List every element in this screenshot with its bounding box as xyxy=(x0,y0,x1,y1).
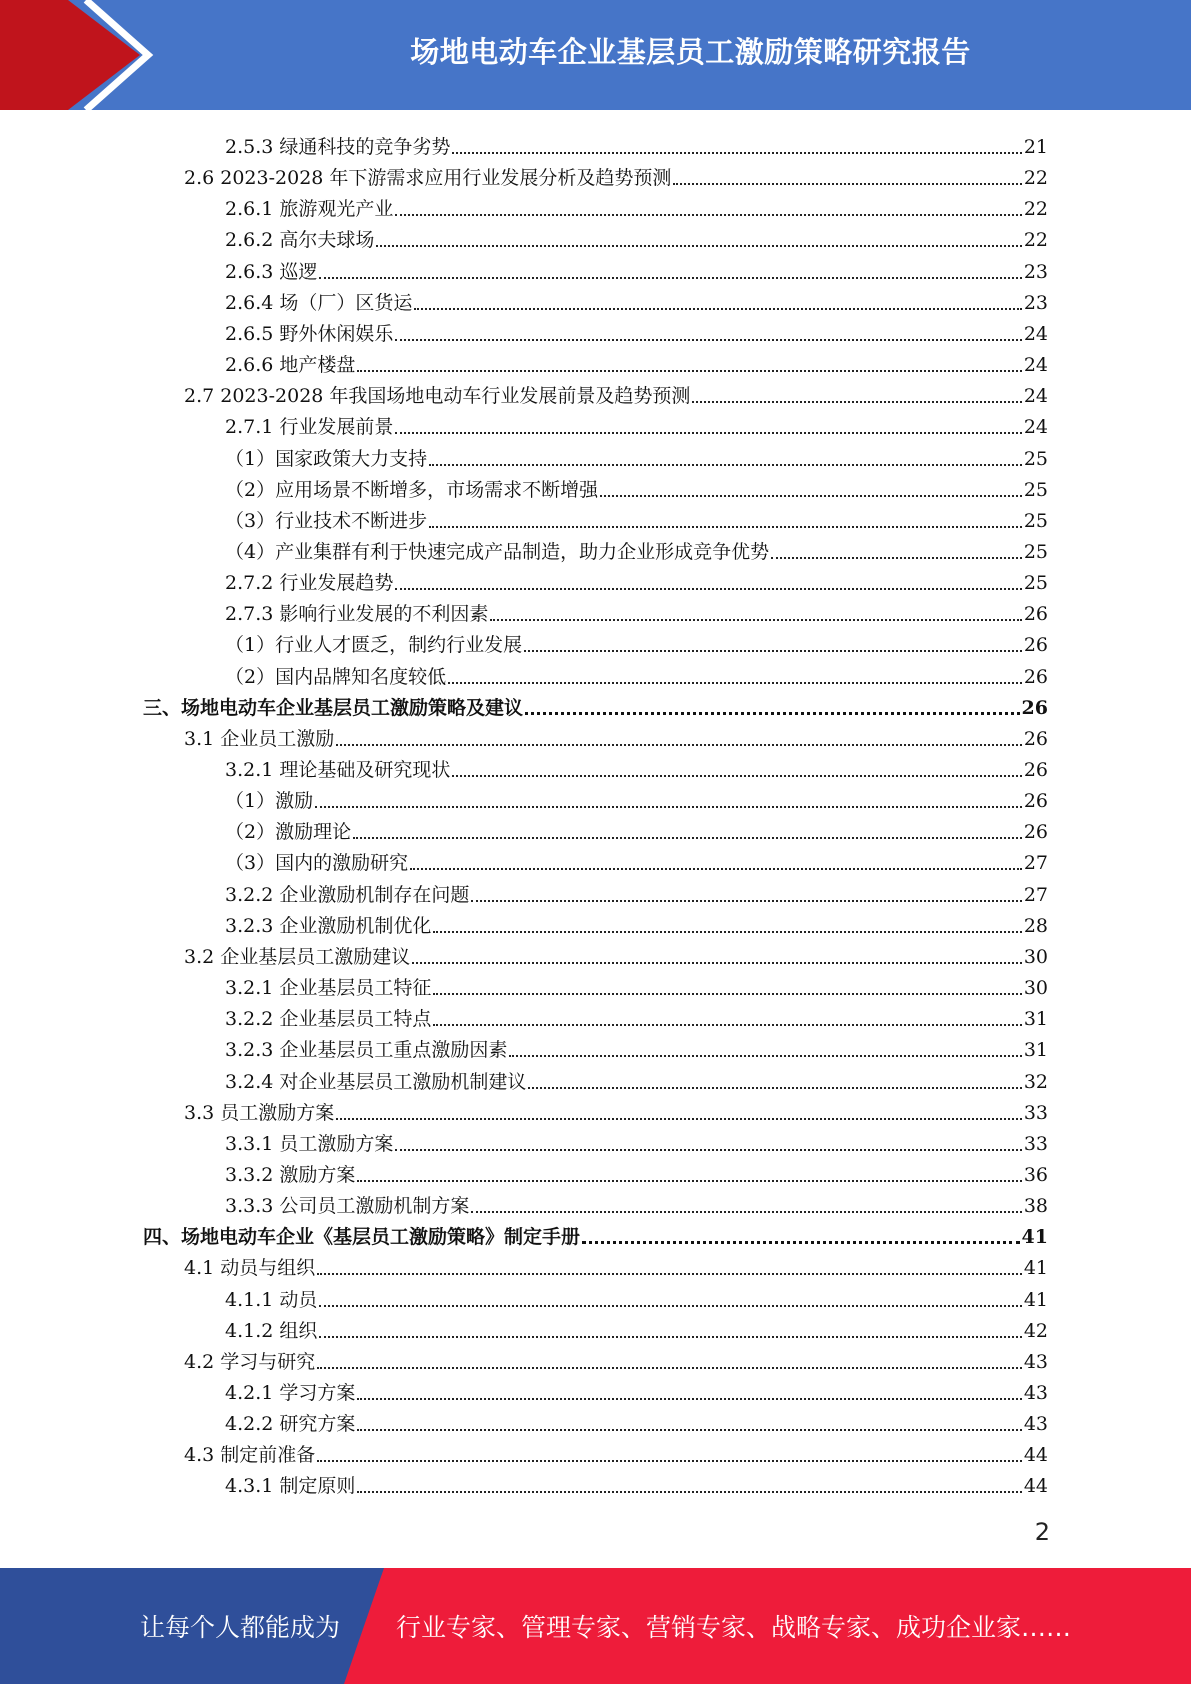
toc-dot-leader xyxy=(410,868,1022,870)
toc-dot-leader xyxy=(429,526,1022,528)
toc-dot-leader xyxy=(525,712,1020,715)
toc-entry[interactable] xyxy=(225,221,1048,252)
toc-entry[interactable] xyxy=(225,876,1048,907)
toc-entry[interactable] xyxy=(225,751,1048,782)
toc-entry-label: 3.2.1 理论基础及研究现状 xyxy=(225,759,451,781)
toc-entry-page: 22 xyxy=(1023,229,1048,252)
toc-entry-label: 2.7 2023-2028 年我国场地电动车行业发展前景及趋势预测 xyxy=(184,385,691,408)
toc-entry[interactable] xyxy=(225,1374,1048,1405)
toc-dot-leader xyxy=(376,245,1021,247)
toc-entry-page: 26 xyxy=(1023,603,1048,626)
toc-entry[interactable] xyxy=(225,658,1048,689)
toc-entry-label: 2.5.3 绿通科技的竞争劣势 xyxy=(225,136,451,158)
toc-dot-leader xyxy=(433,993,1021,995)
toc-dot-leader xyxy=(448,682,1022,684)
toc-entry[interactable] xyxy=(143,1218,1048,1249)
toc-dot-leader xyxy=(414,308,1021,310)
toc-entry[interactable] xyxy=(225,1000,1048,1031)
toc-entry[interactable] xyxy=(225,315,1048,346)
toc-entry-label: 3.2.1 企业基层员工特征 xyxy=(225,977,432,1000)
toc-entry-label: 4.1.1 动员 xyxy=(225,1288,318,1311)
toc-dot-leader xyxy=(509,1055,1021,1057)
toc-dot-leader xyxy=(395,588,1021,590)
toc-entry-label: 2.6 2023-2028 年下游需求应用行业发展分析及趋势预测 xyxy=(184,167,672,190)
page-footer xyxy=(0,1568,1191,1684)
toc-entry[interactable] xyxy=(225,969,1048,1000)
toc-entry-page: 41 xyxy=(1021,1226,1048,1249)
toc-entry-page: 38 xyxy=(1023,1195,1048,1218)
toc-entry-label: 4.2.2 研究方案 xyxy=(225,1413,356,1436)
toc-dot-leader xyxy=(412,962,1022,964)
toc-entry-label: 2.6.5 野外休闲娱乐 xyxy=(225,322,394,345)
toc-entry-label: （2）应用场景不断增多，市场需求不断增强 xyxy=(225,478,599,501)
toc-entry[interactable] xyxy=(225,128,1048,159)
toc-entry-page: 43 xyxy=(1023,1413,1048,1436)
toc-entry-label: 4.3 制定前准备 xyxy=(184,1444,316,1467)
toc-dot-leader xyxy=(490,619,1021,621)
toc-entry-label: 2.7.1 行业发展前景 xyxy=(225,416,394,439)
toc-entry-label: 3.2 企业基层员工激励建议 xyxy=(184,945,411,968)
toc-entry-label: （3）行业技术不断进步 xyxy=(225,509,428,532)
toc-entry-label: （1）激励 xyxy=(225,790,314,813)
toc-entry-page: 24 xyxy=(1023,354,1048,377)
toc-dot-leader xyxy=(319,1336,1021,1338)
page-number: 2 xyxy=(1034,1518,1050,1546)
toc-entry[interactable] xyxy=(225,1312,1048,1343)
toc-dot-leader xyxy=(673,183,1021,185)
toc-entry[interactable] xyxy=(225,626,1048,657)
toc-dot-leader xyxy=(600,495,1022,497)
toc-entry-page: 23 xyxy=(1023,291,1048,314)
report-title: 场地电动车企业基层员工激励策略研究报告 xyxy=(410,34,971,69)
page-header xyxy=(0,0,1191,110)
toc-entry[interactable] xyxy=(184,1249,1048,1280)
toc-dot-leader xyxy=(471,900,1021,902)
toc-dot-leader xyxy=(357,1180,1021,1182)
toc-entry-label: 3.2.4 对企业基层员工激励机制建议 xyxy=(225,1070,527,1093)
toc-entry-label: （1）国家政策大力支持 xyxy=(225,447,428,470)
toc-entry-page: 33 xyxy=(1023,1101,1048,1124)
toc-dot-leader xyxy=(524,650,1022,652)
toc-dot-leader xyxy=(433,931,1021,933)
toc-entry[interactable] xyxy=(184,938,1048,969)
toc-entry[interactable] xyxy=(225,1156,1048,1187)
toc-dot-leader xyxy=(471,1211,1021,1213)
toc-entry-label: （2）国内品牌知名度较低 xyxy=(225,665,447,688)
toc-entry[interactable] xyxy=(225,346,1048,377)
toc-entry-label: 三、场地电动车企业基层员工激励策略及建议 xyxy=(143,696,524,719)
toc-entry-page: 31 xyxy=(1023,1008,1048,1031)
toc-entry[interactable] xyxy=(225,782,1048,813)
toc-entry-label: 2.6.6 地产楼盘 xyxy=(225,354,356,377)
toc-entry-label: 4.1 动员与组织 xyxy=(184,1257,316,1280)
toc-entry-label: 3.2.2 企业激励机制存在问题 xyxy=(225,883,470,906)
toc-dot-leader xyxy=(319,277,1021,279)
toc-entry[interactable] xyxy=(225,502,1048,533)
toc-entry[interactable] xyxy=(225,1125,1048,1156)
toc-entry-page: 23 xyxy=(1023,260,1048,283)
header-arrow-decoration xyxy=(0,0,200,110)
toc-entry-page: 24 xyxy=(1023,322,1048,345)
toc-entry-page: 43 xyxy=(1023,1350,1048,1373)
toc-entry-page: 25 xyxy=(1023,540,1048,563)
toc-entry-page: 26 xyxy=(1023,727,1048,750)
toc-entry-label: 3.3.3 公司员工激励机制方案 xyxy=(225,1195,470,1218)
toc-entry[interactable] xyxy=(225,284,1048,315)
toc-entry-label: 4.1.2 组织 xyxy=(225,1319,318,1342)
toc-entry-page: 26 xyxy=(1023,634,1048,657)
toc-entry-label: （1）行业人才匮乏，制约行业发展 xyxy=(225,634,523,657)
toc-dot-leader xyxy=(357,370,1021,372)
toc-dot-leader xyxy=(395,1149,1021,1151)
toc-entry-label: 3.3 员工激励方案 xyxy=(184,1101,335,1124)
toc-entry[interactable] xyxy=(225,1405,1048,1436)
toc-entry-label: （4）产业集群有利于快速完成产品制造，助力企业形成竞争优势 xyxy=(225,540,770,563)
toc-entry-page: 25 xyxy=(1023,509,1048,532)
toc-entry[interactable] xyxy=(225,907,1048,938)
toc-entry-page: 25 xyxy=(1023,572,1048,595)
toc-dot-leader xyxy=(336,744,1022,746)
toc-entry[interactable] xyxy=(225,844,1048,875)
toc-entry[interactable] xyxy=(225,1187,1048,1218)
toc-entry-page: 44 xyxy=(1023,1444,1048,1467)
toc-dot-leader xyxy=(336,1118,1022,1120)
toc-entry-page: 41 xyxy=(1023,1288,1048,1311)
toc-entry[interactable] xyxy=(225,1281,1048,1312)
toc-entry-page: 26 xyxy=(1023,790,1048,813)
toc-dot-leader xyxy=(433,1024,1021,1026)
toc-dot-leader xyxy=(582,1241,1020,1244)
toc-dot-leader xyxy=(395,214,1021,216)
toc-entry-page: 28 xyxy=(1023,914,1048,937)
toc-dot-leader xyxy=(317,1460,1022,1462)
toc-entry[interactable] xyxy=(225,1031,1048,1062)
toc-dot-leader xyxy=(315,806,1022,808)
footer-slogan-right: 行业专家、管理专家、营销专家、战略专家、成功企业家…… xyxy=(396,1613,1072,1642)
toc-entry-page: 42 xyxy=(1023,1319,1048,1342)
toc-entry-page: 33 xyxy=(1023,1132,1048,1155)
toc-entry-label: 四、场地电动车企业《基层员工激励策略》制定手册 xyxy=(143,1226,581,1249)
toc-entry-page: 24 xyxy=(1023,416,1048,439)
toc-entry-page: 26 xyxy=(1023,759,1048,781)
toc-entry[interactable] xyxy=(184,377,1048,408)
toc-entry[interactable] xyxy=(225,253,1048,284)
toc-entry[interactable] xyxy=(184,1094,1048,1125)
toc-entry[interactable] xyxy=(184,1343,1048,1374)
toc-entry-page: 26 xyxy=(1021,696,1048,719)
toc-entry-page: 27 xyxy=(1023,852,1048,875)
toc-dot-leader xyxy=(317,1367,1022,1369)
toc-entry-label: 3.2.2 企业基层员工特点 xyxy=(225,1008,432,1031)
toc-entry[interactable] xyxy=(225,471,1048,502)
toc-dot-leader xyxy=(353,837,1022,839)
toc-entry-label: 3.1 企业员工激励 xyxy=(184,727,335,750)
toc-entry[interactable] xyxy=(184,159,1048,190)
toc-dot-leader xyxy=(357,1429,1021,1431)
toc-entry-label: 2.6.1 旅游观光产业 xyxy=(225,198,394,221)
toc-entry-page: 31 xyxy=(1023,1039,1048,1062)
toc-entry-page: 30 xyxy=(1023,945,1048,968)
toc-entry-label: 2.6.4 场（厂）区货运 xyxy=(225,291,413,314)
toc-entry-page: 43 xyxy=(1023,1382,1048,1404)
toc-dot-leader xyxy=(528,1087,1021,1089)
toc-entry-label: 2.7.3 影响行业发展的不利因素 xyxy=(225,603,489,626)
toc-entry-label: 3.3.2 激励方案 xyxy=(225,1163,356,1186)
toc-entry-label: （3）国内的激励研究 xyxy=(225,852,409,875)
toc-entry[interactable] xyxy=(143,689,1048,720)
toc-entry-page: 26 xyxy=(1023,665,1048,688)
toc-dot-leader xyxy=(319,1305,1021,1307)
toc-entry-page: 32 xyxy=(1023,1070,1048,1093)
toc-entry-page: 36 xyxy=(1023,1163,1048,1186)
toc-entry-page: 26 xyxy=(1023,821,1048,844)
toc-entry-label: 2.6.3 巡逻 xyxy=(225,260,318,283)
toc-entry-page: 21 xyxy=(1023,136,1048,158)
toc-entry[interactable] xyxy=(225,408,1048,439)
toc-entry[interactable] xyxy=(225,595,1048,626)
toc-entry[interactable] xyxy=(225,1063,1048,1094)
toc-entry[interactable] xyxy=(225,440,1048,471)
toc-entry-page: 30 xyxy=(1023,977,1048,1000)
toc-entry-label: 3.2.3 企业激励机制优化 xyxy=(225,914,432,937)
toc-entry-page: 44 xyxy=(1023,1475,1048,1498)
toc-entry-label: 3.3.1 员工激励方案 xyxy=(225,1132,394,1155)
toc-entry[interactable] xyxy=(225,813,1048,844)
toc-entry-page: 25 xyxy=(1023,478,1048,501)
toc-dot-leader xyxy=(357,1491,1021,1493)
toc-dot-leader xyxy=(395,339,1021,341)
toc-entry[interactable] xyxy=(184,720,1048,751)
toc-dot-leader xyxy=(317,1273,1022,1275)
toc-entry[interactable] xyxy=(184,1436,1048,1467)
toc-dot-leader xyxy=(395,432,1021,434)
toc-dot-leader xyxy=(357,1398,1021,1400)
toc-entry-page: 41 xyxy=(1023,1257,1048,1280)
toc-entry-label: 2.7.2 行业发展趋势 xyxy=(225,572,394,595)
toc-entry-page: 22 xyxy=(1023,198,1048,221)
toc-entry-label: （2）激励理论 xyxy=(225,821,352,844)
toc-entry-label: 4.2.1 学习方案 xyxy=(225,1382,356,1404)
toc-entry-page: 27 xyxy=(1023,883,1048,906)
toc-entry-label: 2.6.2 高尔夫球场 xyxy=(225,229,375,252)
toc-dot-leader xyxy=(429,464,1022,466)
toc-dot-leader xyxy=(771,557,1022,559)
toc-entry-label: 3.2.3 企业基层员工重点激励因素 xyxy=(225,1039,508,1062)
toc-entry[interactable] xyxy=(225,564,1048,595)
toc-dot-leader xyxy=(452,775,1021,777)
toc-entry[interactable] xyxy=(225,533,1048,564)
toc-entry-page: 24 xyxy=(1023,385,1048,408)
toc-entry-label: 4.3.1 制定原则 xyxy=(225,1475,356,1498)
toc-entry[interactable] xyxy=(225,190,1048,221)
footer-slogan-left: 让每个人都能成为 xyxy=(140,1613,341,1642)
toc-entry-page: 25 xyxy=(1023,447,1048,470)
toc-entry-page: 22 xyxy=(1023,167,1048,190)
toc-dot-leader xyxy=(452,152,1021,154)
toc-entry-label: 4.2 学习与研究 xyxy=(184,1350,316,1373)
toc-entry[interactable] xyxy=(225,1467,1048,1498)
toc-dot-leader xyxy=(692,401,1021,403)
